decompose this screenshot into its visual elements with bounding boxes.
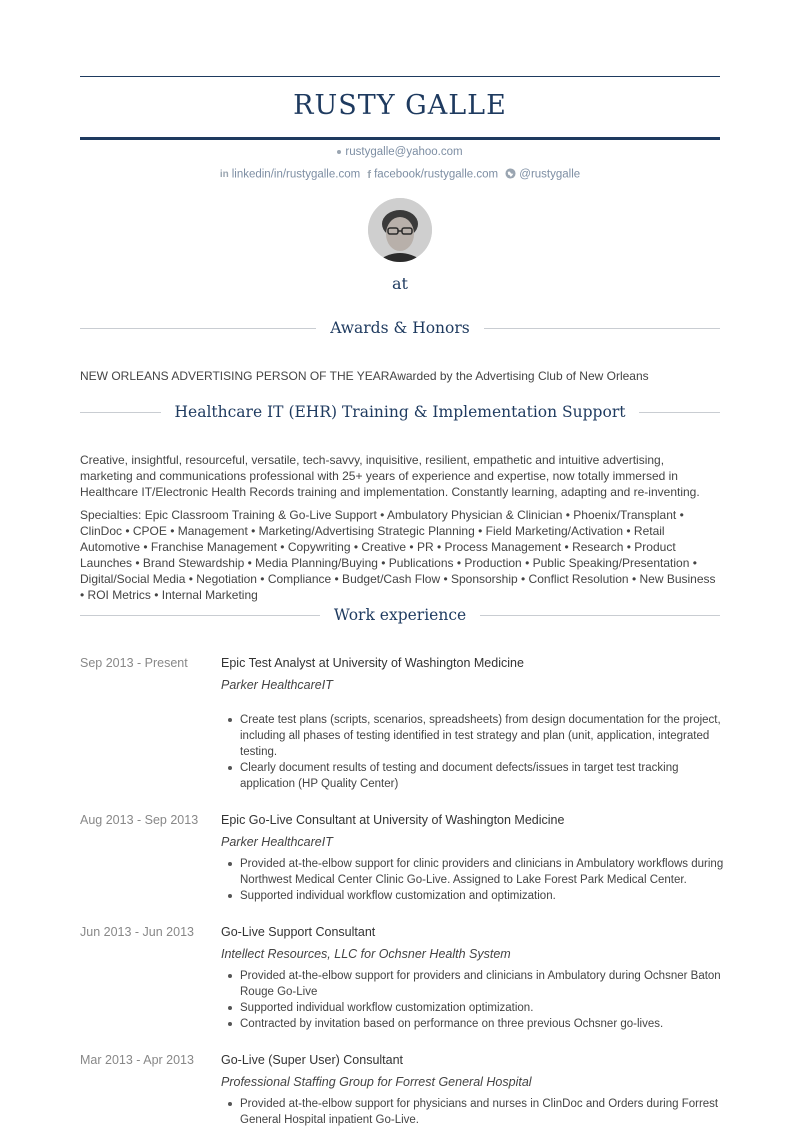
job-title: Go-Live Support Consultant — [221, 925, 376, 939]
awards-text: NEW ORLEANS ADVERTISING PERSON OF THE YEARAwarded by the Advertising Club of New Orleans — [80, 369, 649, 383]
work-heading: Work experience — [333, 606, 467, 624]
section-divider — [480, 615, 720, 616]
job-company: Professional Staffing Group for Forrest General Hospital — [221, 1075, 532, 1089]
job-company: Parker HealthcareIT — [221, 835, 333, 849]
job-bullets — [240, 856, 724, 904]
job-bullet: Supported individual workflow customization and optimization. — [240, 888, 724, 904]
name-rule — [80, 137, 720, 140]
linkedin-link[interactable]: linkedin/in/rustygalle.com — [231, 168, 361, 181]
section-divider — [80, 615, 320, 616]
job-date: Aug 2013 - Sep 2013 — [80, 813, 199, 827]
facebook-icon: f — [367, 168, 372, 181]
job-bullets — [240, 712, 724, 792]
awards-heading: Awards & Honors — [330, 319, 470, 337]
job-bullets — [240, 968, 724, 1032]
summary-paragraph: Creative, insightful, resourceful, versatile, tech-savvy, inquisitive, resilient, empathetic and intuitive advertising, marketing and communications professional with 25+ years of experience and expertise, now totally immersed in Healthcare IT/Electronic Health Records training and implementation. Constantly learning, adapting and re-inventing. — [80, 453, 700, 499]
section-divider — [80, 328, 316, 329]
avatar — [368, 198, 432, 262]
candidate-name: RUSTY GALLE — [293, 90, 507, 121]
job-bullet: Supported individual workflow customization optimization. — [240, 1000, 724, 1016]
contact-line-social — [80, 168, 720, 181]
section-divider — [639, 412, 720, 413]
section-title-summary — [80, 400, 720, 424]
job-bullet: Provided at-the-elbow support for physicians and nurses in ClinDoc and Orders during Forrest General Hospital inpatient Go-Live. — [240, 1096, 724, 1128]
job-date: Mar 2013 - Apr 2013 — [80, 1053, 194, 1067]
job-bullet: Clearly document results of testing and document defects/issues in target test tracking application (HP Quality Center) — [240, 760, 724, 792]
specialties-paragraph: Specialties: Epic Classroom Training & Go-Live Support • Ambulatory Physician & Clinician • Phoenix/Transplant • ClinDoc • CPOE • Management • Marketing/Advertising Strategic Planning • Field Marketing/Activation • Retail Automotive • Franchise Management • Copywriting • Creative • PR • Process Management • Research • Product Launches • Brand Stewardship • Media Planning/Buying • Publications • Production • Public Speaking/Presentation • Digital/Social Media • Negotiation • Compliance • Budget/Cash Flow • Sponsorship • Conflict Resolution • New Business • ROI Metrics • Internal Marketing — [80, 508, 716, 602]
email-link[interactable]: rustygalle@yahoo.com — [345, 146, 463, 158]
section-divider — [80, 412, 161, 413]
job-company: Intellect Resources, LLC for Ochsner Health System — [221, 947, 511, 961]
job-bullets — [240, 1096, 724, 1128]
headline: at — [392, 274, 408, 293]
globe-icon — [505, 168, 516, 181]
section-divider — [484, 328, 720, 329]
facebook-link[interactable]: facebook/rustygalle.com — [374, 168, 499, 181]
job-title: Epic Test Analyst at University of Washington Medicine — [221, 656, 524, 670]
job-title: Epic Go-Live Consultant at University of Washington Medicine — [221, 813, 565, 827]
job-bullet: Provided at-the-elbow support for providers and clinicians in Ambulatory during Ochsner Baton Rouge Go-Live — [240, 968, 724, 1000]
job-date: Jun 2013 - Jun 2013 — [80, 925, 194, 939]
web-link[interactable]: @rustygalle — [519, 168, 581, 181]
section-title-work — [80, 603, 720, 627]
job-bullet: Contracted by invitation based on performance on three previous Ochsner go-lives. — [240, 1016, 724, 1032]
job-date: Sep 2013 - Present — [80, 656, 188, 670]
summary-heading: Healthcare IT (EHR) Training & Implementation Support — [174, 403, 626, 421]
contact-line-email — [80, 146, 720, 158]
job-title: Go-Live (Super User) Consultant — [221, 1053, 404, 1067]
job-bullet: Provided at-the-elbow support for clinic providers and clinicians in Ambulatory workflows during Northwest Medical Center Clinic Go-Live. Assigned to Lake Forest Park Medical Center. — [240, 858, 724, 886]
job-bullet: Create test plans (scripts, scenarios, spreadsheets) from design documentation for the project, including all phases of testing identified in test strategy and plan (unit, application, integrated testing. — [240, 712, 724, 760]
linkedin-icon: in — [219, 169, 229, 180]
dot-icon — [337, 150, 341, 154]
job-company: Parker HealthcareIT — [221, 678, 333, 692]
top-rule — [80, 76, 720, 77]
section-title-awards — [80, 316, 720, 340]
